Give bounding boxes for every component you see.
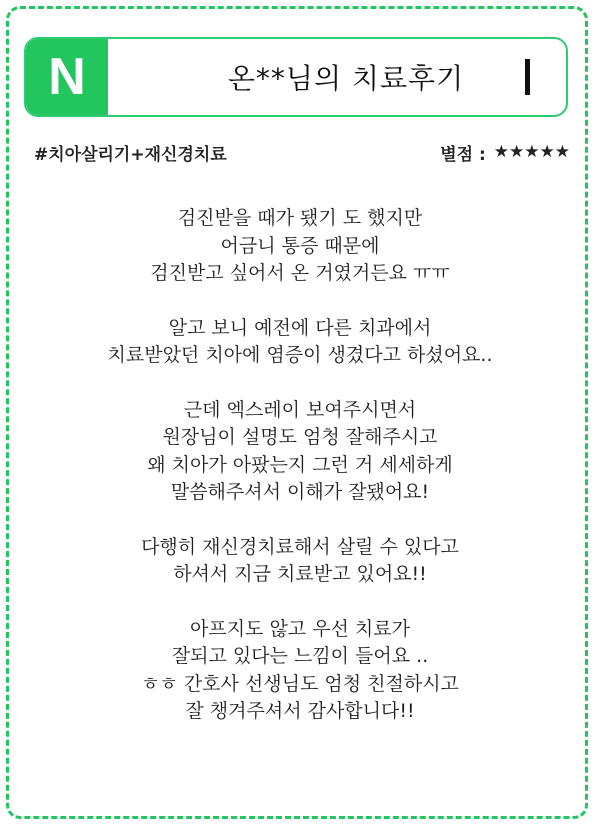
review-line: 어금니 통증 때문에 xyxy=(220,234,380,257)
title-box xyxy=(146,53,546,101)
review-line: 알고 보니 예전에 다른 치과에서 xyxy=(168,316,432,339)
review-paragraph xyxy=(40,397,560,507)
review-line: 근데 엑스레이 보여주시면서 xyxy=(183,398,417,421)
hashtags: #치아살리기+재신경치료 xyxy=(34,144,227,165)
review-line: 검진받고 싶어서 온 거였거든요 ㅠㅠ xyxy=(150,262,450,284)
naver-logo-icon xyxy=(26,39,108,115)
rating-stars-icon: ★★★★★ xyxy=(493,142,570,162)
meta-row xyxy=(34,140,570,164)
review-body xyxy=(40,205,560,753)
review-line: 잘되고 있다는 느낌이 들어요 .. xyxy=(171,645,429,667)
rating-label: 별점 : xyxy=(440,144,486,165)
review-line: 치료받았던 치아에 염증이 생겼다고 하셨어요.. xyxy=(107,344,493,366)
review-line: 원장님이 설명도 엄청 잘해주시고 xyxy=(162,426,438,448)
review-line: 검진받을 때가 됐기 도 했지만 xyxy=(177,207,423,229)
review-line: 말씀해주셔서 이해가 잘됐어요! xyxy=(170,481,430,503)
review-title: 온**님의 치료후기 xyxy=(227,62,465,95)
review-line: ㅎㅎ 간호사 선생님도 엄청 친절하시고 xyxy=(141,672,459,695)
rating xyxy=(440,140,570,165)
logo-letter: N xyxy=(48,48,86,106)
review-paragraph xyxy=(40,315,560,370)
review-line: 잘 챙겨주셔서 감사합니다!! xyxy=(185,700,415,722)
review-paragraph xyxy=(40,616,560,726)
review-paragraph xyxy=(40,534,560,589)
text-cursor-icon xyxy=(525,59,530,95)
review-header xyxy=(24,37,568,117)
review-line: 아프지도 않고 우선 치료가 xyxy=(189,617,410,640)
review-line: 왜 치아가 아팠는지 그런 거 세세하게 xyxy=(147,453,453,476)
review-line: 하셔서 지금 치료받고 있어요!! xyxy=(173,563,427,585)
review-paragraph xyxy=(40,205,560,288)
review-line: 다행히 재신경치료해서 살릴 수 있다고 xyxy=(141,535,459,558)
